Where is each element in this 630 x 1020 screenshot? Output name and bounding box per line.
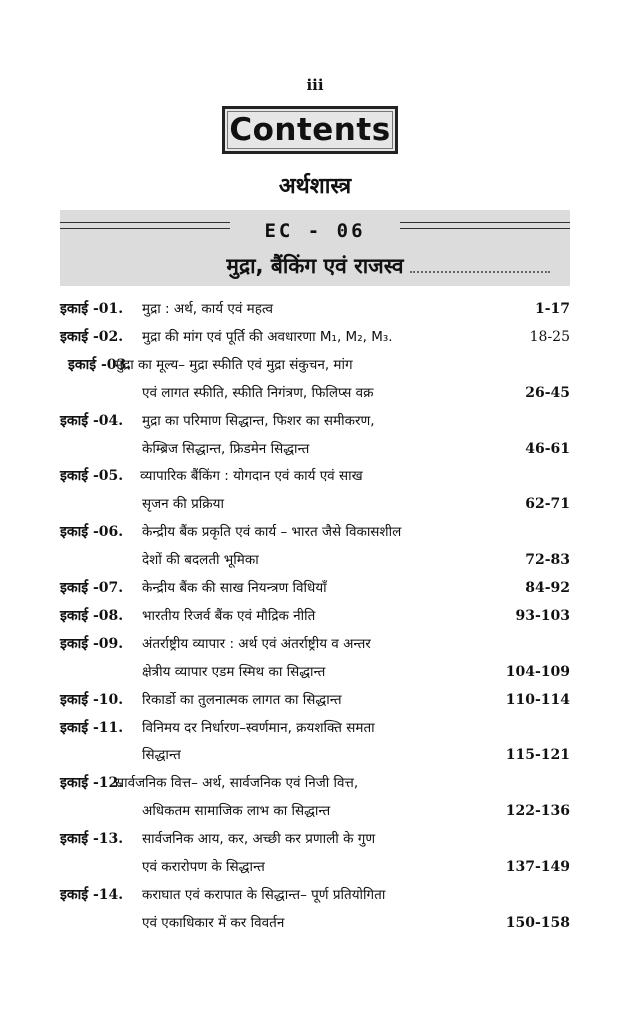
toc-row <box>0 604 630 628</box>
toc-row <box>0 716 630 740</box>
toc-row <box>0 297 630 321</box>
toc-page-range: 104-109 <box>505 663 570 680</box>
toc-entry-title: केन्द्रीय बैंक की साख नियन्त्रण विधियाँ <box>142 580 327 596</box>
toc-entry-title: केन्द्रीय बैंक प्रकृति एवं कार्य – भारत जैसे विकासशील <box>142 524 402 541</box>
toc-unit-label: इकाई -03. <box>68 356 132 373</box>
toc-entry-title: अधिकतम सामाजिक लाभ का सिद्धान्त <box>142 803 331 820</box>
toc-row <box>0 492 630 516</box>
toc-unit-label: इकाई -07. <box>60 580 124 596</box>
toc-row <box>0 464 630 488</box>
toc-row <box>0 688 630 712</box>
toc-unit-label: इकाई -06. <box>60 524 124 541</box>
toc-page-range: 62-71 <box>525 496 570 513</box>
toc-page-range: 150-158 <box>505 914 570 931</box>
toc-page-range: 84-92 <box>525 580 570 596</box>
page-number: iii <box>306 76 324 94</box>
toc-row <box>0 771 630 795</box>
toc-entry-title: मुद्रा का मूल्य– मुद्रा स्फीति एवं मुद्रा संकुचन, मांग <box>115 356 353 373</box>
toc-entry-title: व्यापारिक बैंकिंग : योगदान एवं कार्य एवं साख <box>140 468 363 485</box>
toc-row <box>0 409 630 433</box>
toc-row <box>0 799 630 823</box>
toc-entry-title: एवं एकाधिकार में कर विवर्तन <box>142 914 285 931</box>
banner-dotted-leader <box>410 271 550 273</box>
paper-code: EC - 06 <box>264 220 366 242</box>
toc-row <box>0 437 630 461</box>
toc-entry-title: मुद्रा का परिमाण सिद्धान्त, फिशर का समीकरण, <box>142 412 375 429</box>
toc-row <box>0 520 630 544</box>
subject-title: अर्थशास्त्र <box>278 174 352 199</box>
toc-entry-title: विनिमय दर निर्धारण–स्वर्णमान, क्रयशक्ति समता <box>142 719 375 736</box>
toc-entry-title: एवं करारोपण के सिद्धान्त <box>142 859 265 875</box>
toc-entry-title: मुद्रा की मांग एवं पूर्ति की अवधारणा M₁, M₂, M₃. <box>142 328 393 345</box>
toc-unit-label: इकाई -08. <box>60 607 124 624</box>
contents-heading-box <box>222 106 398 154</box>
toc-page-range: 110-114 <box>505 691 570 708</box>
toc-row <box>0 325 630 349</box>
toc-page-range: 1-17 <box>534 301 570 317</box>
toc-row <box>0 743 630 767</box>
toc-entry-title: भारतीय रिजर्व बैंक एवं मौद्रिक नीति <box>142 607 316 624</box>
toc-unit-label: इकाई -05. <box>60 468 124 485</box>
toc-row <box>0 576 630 600</box>
toc-row <box>0 632 630 656</box>
toc-entry-title: सिद्धान्त <box>142 747 181 764</box>
toc-entry-title: अंतर्राष्ट्रीय व्यापार : अर्थ एवं अंतर्राष्ट्रीय व अन्तर <box>142 635 371 652</box>
toc-entry-title: रिकार्डो का तुलनात्मक लागत का सिद्धान्त <box>142 691 342 708</box>
toc-page-range: 122-136 <box>505 803 570 820</box>
toc-unit-label: इकाई -10. <box>60 691 124 708</box>
toc-row <box>0 660 630 684</box>
toc-unit-label: इकाई -12. <box>60 775 124 792</box>
toc-unit-label: इकाई -11. <box>60 719 124 736</box>
toc-page-range: 137-149 <box>505 859 570 875</box>
toc-page-range: 72-83 <box>525 552 570 569</box>
toc-entry-title: सार्वजनिक आय, कर, अच्छी कर प्रणाली के गुण <box>142 831 376 848</box>
toc-unit-label: इकाई -13. <box>60 831 124 848</box>
paper-banner <box>60 210 570 286</box>
toc-entry-title: देशों की बदलती भूमिका <box>142 552 259 569</box>
toc-unit-label: इकाई -14. <box>60 886 124 903</box>
toc-unit-label: इकाई -09. <box>60 635 124 652</box>
toc-row <box>0 855 630 879</box>
toc-entry-title: सृजन की प्रक्रिया <box>142 496 224 513</box>
toc-unit-label: इकाई -01. <box>60 301 124 317</box>
paper-title: मुद्रा, बैंकिंग एवं राजस्व <box>226 254 404 278</box>
toc-entry-title: क्षेत्रीय व्यापार एडम स्मिथ का सिद्धान्त <box>142 663 326 680</box>
toc-entry-title: एवं लागत स्फीति, स्फीति निगंत्रण, फिलिप्स वक्र <box>142 384 374 401</box>
toc-page-range: 18-25 <box>529 328 570 345</box>
toc-row <box>0 883 630 907</box>
toc-row <box>0 548 630 572</box>
toc-page-range: 26-45 <box>525 384 570 401</box>
toc-entry-title: सार्वजनिक वित्त– अर्थ, सार्वजनिक एवं निजी वित्त, <box>115 775 359 792</box>
toc-row <box>0 381 630 405</box>
toc-row <box>0 353 630 377</box>
toc-unit-label: इकाई -02. <box>60 328 124 345</box>
toc-row <box>0 827 630 851</box>
toc-unit-label: इकाई -04. <box>60 412 124 429</box>
toc-entry-title: कराघात एवं करापात के सिद्धान्त– पूर्ण प्रतियोगिता <box>142 886 386 903</box>
toc-page-range: 115-121 <box>505 747 570 764</box>
contents-heading: Contents <box>229 112 391 148</box>
toc-page-range: 46-61 <box>525 440 570 457</box>
toc-entry-title: मुद्रा : अर्थ, कार्य एवं महत्व <box>142 301 273 317</box>
toc-row <box>0 911 630 935</box>
toc-entry-title: केम्ब्रिज सिद्धान्त, फ्रिडमेन सिद्धान्त <box>142 440 310 457</box>
toc-page-range: 93-103 <box>515 607 570 624</box>
